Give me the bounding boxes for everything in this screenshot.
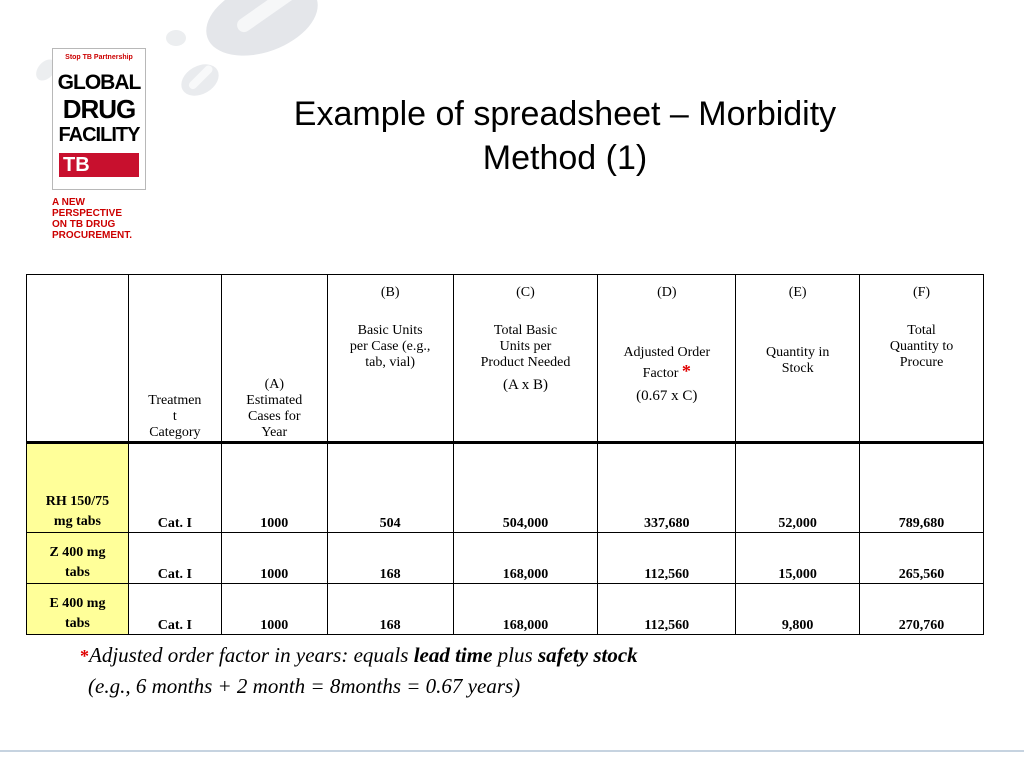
header-estimated-cases [221,275,327,443]
cell-e: 15,000 [736,533,860,584]
header-total-basic-units [453,275,598,443]
footnote-text: Adjusted order factor in years: equals [89,643,414,667]
footer-divider [0,750,1024,752]
drug-cell [27,584,129,635]
drug-name: tabs [64,565,90,580]
cell-c: 168,000 [453,584,598,635]
drug-name: RH 150/75 [45,494,110,509]
header-text: (A) [264,377,284,392]
header-text: Product Needed [480,355,571,370]
cell-b: 504 [327,443,453,533]
table-row [27,533,984,584]
header-text: Factor [642,366,679,381]
category-cell: Cat. I [128,584,221,635]
header-text: Estimated [246,393,303,408]
logo-tagline [52,197,132,241]
header-formula: (A x B) [502,377,548,393]
cell-f: 789,680 [860,443,984,533]
cell-d: 112,560 [598,584,736,635]
cell-f: 265,560 [860,533,984,584]
header-letter: (F) [912,285,931,300]
drug-name: mg tabs [53,514,101,529]
cell-e: 52,000 [736,443,860,533]
cell-e: 9,800 [736,584,860,635]
header-text: Total Basic [493,323,558,338]
cell-c: 504,000 [453,443,598,533]
header-quantity-in-stock [736,275,860,443]
category-cell: Cat. I [128,443,221,533]
footnote-text: plus [492,643,538,667]
header-total-quantity-to-procure [860,275,984,443]
header-text: Stock [781,361,814,376]
header-text: per Case (e.g., [349,339,431,354]
footnote [80,640,638,701]
category-cell: Cat. I [128,533,221,584]
cell-d: 112,560 [598,533,736,584]
title-line-1: Example of spreadsheet – Morbidity [293,95,837,133]
header-text: Total [907,323,936,338]
header-letter: (D) [657,285,677,300]
logo-line-drug: DRUG [62,94,136,124]
header-text: Cases for [248,409,301,424]
header-text: Basic Units [357,323,423,338]
header-text: Procure [899,355,944,370]
drug-cell [27,533,129,584]
cell-a: 1000 [221,584,327,635]
header-row [27,275,984,443]
table-row [27,443,984,533]
header-adjusted-order-factor [598,275,736,443]
header-text: Quantity to [889,339,954,354]
footnote-asterisk: * [80,646,89,666]
drug-name: Z 400 mg [49,545,106,560]
header-letter: (B) [380,285,400,300]
cell-d: 337,680 [598,443,736,533]
header-text: Year [261,425,288,440]
header-text: Units per [499,339,552,354]
tagline-line: A NEW [52,197,85,208]
header-text: Treatmen [148,393,202,408]
logo-line-global: GLOBAL [57,71,141,94]
drug-cell [27,443,129,533]
slide-title [240,92,890,180]
global-drug-facility-logo [52,48,146,190]
header-basic-units [327,275,453,443]
footnote-bold-lead-time: lead time [413,643,493,667]
tagline-line: PERSPECTIVE [52,208,123,219]
title-line-2: Method (1) [482,139,648,177]
header-text: t [172,409,177,424]
header-treatment-category [128,275,221,443]
logo-partnership: Stop TB Partnership [65,54,133,61]
morbidity-spreadsheet [26,274,984,635]
header-drug [27,275,129,443]
logo-line-facility: FACILITY [58,124,140,146]
cell-a: 1000 [221,443,327,533]
table-row [27,584,984,635]
cell-b: 168 [327,584,453,635]
header-text: tab, vial) [365,355,416,370]
footnote-bold-safety-stock: safety stock [537,643,638,667]
asterisk-marker: * [681,361,691,381]
tagline-line: PROCUREMENT. [52,230,133,241]
cell-c: 168,000 [453,533,598,584]
header-formula: (0.67 x C) [636,388,698,404]
footnote-example: (e.g., 6 months + 2 month = 8months = 0.67 years) [88,674,521,698]
tagline-line: ON TB DRUG [52,219,116,230]
cell-b: 168 [327,533,453,584]
header-text: Category [149,425,201,440]
cell-a: 1000 [221,533,327,584]
drug-name: tabs [64,616,90,631]
header-text: Quantity in [765,345,830,360]
header-text: Adjusted Order [623,345,711,360]
drug-name: E 400 mg [49,596,106,611]
header-letter: (C) [516,285,535,300]
logo-tb-badge: TB [59,153,139,177]
cell-f: 270,760 [860,584,984,635]
header-letter: (E) [788,285,807,300]
